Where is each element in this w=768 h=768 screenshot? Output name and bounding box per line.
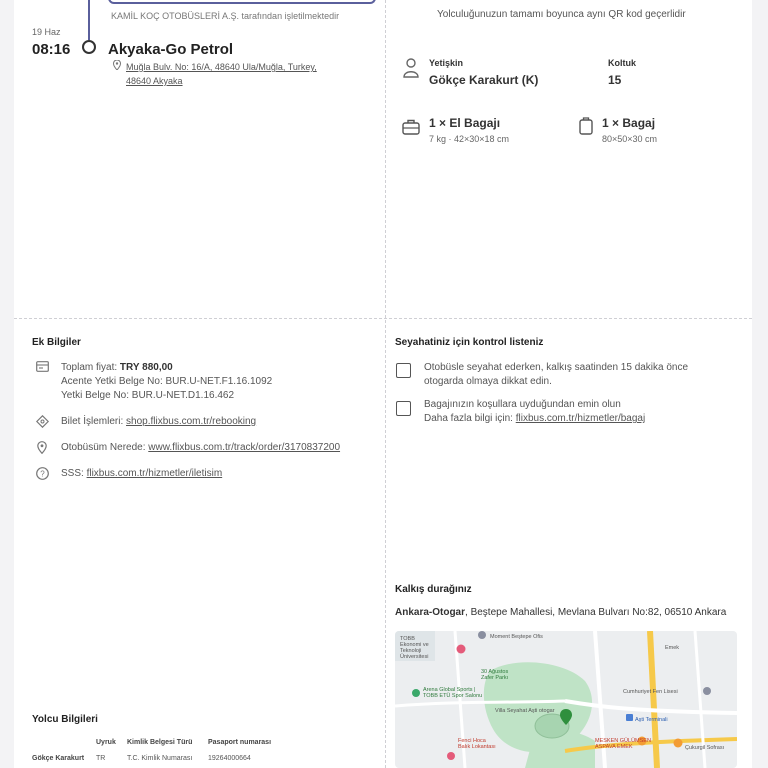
passenger-name: Gökçe Karakurt (K): [429, 73, 539, 87]
passenger-row-name: Gökçe Karakurt: [32, 755, 85, 762]
svg-text:ASPAVA EMEK: ASPAVA EMEK: [595, 744, 633, 750]
svg-text:30 Ağustos: 30 Ağustos: [481, 669, 509, 675]
checklist-item2-prefix: Daha fazla bilgi için:: [424, 413, 513, 424]
svg-text:Fenci Hoca: Fenci Hoca: [458, 738, 486, 744]
departure-time: 08:16: [32, 41, 71, 58]
stop-address-line1: Muğla Bulv. No: 16/A, 48640 Ula/Muğla, Turkey,: [126, 62, 317, 72]
col-passport: Pasaport numarası: [208, 739, 272, 746]
departure-map[interactable]: [395, 631, 737, 768]
vertical-divider: [385, 0, 386, 768]
location-icon: [35, 441, 49, 455]
ticket-ops-line: [61, 415, 256, 429]
horizontal-divider: [14, 318, 752, 319]
svg-text:Üniversitesi: Üniversitesi: [400, 654, 429, 660]
trip-date: 19 Haz: [32, 27, 61, 37]
luggage-link[interactable]: flixbus.com.tr/hizmetler/bagaj: [515, 413, 646, 424]
timeline-line: [88, 0, 90, 40]
stop-address[interactable]: [126, 60, 366, 88]
auth-doc: Yetki Belge No: BUR.U-NET.D1.16.462: [61, 390, 235, 401]
passenger-row-doc-type: T.C. Kimlik Numarası: [127, 755, 193, 762]
extra-info-title: Ek Bilgiler: [32, 337, 81, 348]
departure-address: [395, 606, 726, 620]
faq-label: SSS:: [61, 468, 84, 479]
svg-text:Emek: Emek: [665, 645, 680, 651]
passenger-row-nationality: TR: [96, 755, 106, 762]
price-line: [61, 361, 173, 375]
svg-text:Villa Seyahat Aşti otogar: Villa Seyahat Aşti otogar: [495, 708, 555, 714]
track-label: Otobüsüm Nerede:: [61, 442, 146, 453]
pin-icon: [113, 60, 121, 72]
passenger-type-label: Yetişkin: [429, 58, 464, 68]
checklist-checkbox-luggage[interactable]: [396, 401, 411, 416]
stop-address-line2: 48640 Akyaka: [126, 76, 183, 86]
svg-text:?: ?: [39, 469, 45, 479]
operator-box: [108, 0, 376, 4]
track-link[interactable]: www.flixbus.com.tr/track/order/3170837200: [148, 442, 341, 453]
operator-note: KAMİL KOÇ OTOBÜSLERİ A.Ş. tarafından işletilmektedir: [111, 11, 340, 21]
svg-text:TOBB: TOBB: [400, 636, 415, 642]
suitcase-icon: [578, 117, 596, 135]
checklist-item-arrival: [424, 361, 688, 389]
map-canvas: [395, 631, 737, 768]
ticket-ops-label: Bilet İşlemleri:: [61, 416, 124, 427]
svg-text:MESKEN GÜLÜMSEN: MESKEN GÜLÜMSEN: [595, 738, 651, 744]
svg-text:Cumhuriyet Fen Lisesi: Cumhuriyet Fen Lisesi: [623, 689, 678, 695]
hand-bag-icon: [402, 118, 420, 136]
checklist-item-luggage: [424, 398, 645, 426]
bag-detail: 80×50×30 cm: [602, 134, 658, 144]
svg-text:Ekonomi ve: Ekonomi ve: [400, 642, 429, 648]
svg-text:Aşti Terminali: Aşti Terminali: [635, 717, 668, 723]
checklist-checkbox-arrival[interactable]: [396, 363, 411, 378]
svg-text:Teknoloji: Teknoloji: [400, 648, 422, 654]
timeline-stop-dot: [82, 40, 96, 54]
ticket-icon: [35, 415, 49, 429]
bag-title: 1 × Bagaj: [602, 116, 656, 130]
svg-text:Arena Global Sports |: Arena Global Sports |: [423, 687, 476, 693]
col-doc-type: Kimlik Belgesi Türü: [127, 739, 193, 746]
track-line: [61, 441, 340, 455]
departure-title: Kalkış durağınız: [395, 584, 472, 595]
stop-name: Akyaka-Go Petrol: [108, 41, 234, 58]
hand-bag-detail: 7 kg · 42×30×18 cm: [429, 134, 510, 144]
faq-line: [61, 467, 222, 481]
departure-street: , Beştepe Mahallesi, Mevlana Bulvarı No:82, 06510 Ankara: [465, 607, 727, 618]
person-icon: [403, 58, 419, 78]
checklist-item1-line2: otogarda olmaya dikkat edin.: [424, 376, 552, 387]
hand-bag-title: 1 × El Bagajı: [429, 116, 501, 130]
svg-text:Çukurgil Sofrası: Çukurgil Sofrası: [685, 745, 725, 751]
agency-doc: Acente Yetki Belge No: BUR.U-NET.F1.16.1092: [61, 376, 273, 387]
checklist-item1-line1: Otobüsle seyahat ederken, kalkış saatinden 15 dakika önce: [424, 362, 689, 373]
passenger-row-passport: 19264000664: [208, 755, 251, 762]
faq-link[interactable]: flixbus.com.tr/hizmetler/iletisim: [86, 468, 223, 479]
price-value: TRY 880,00: [119, 362, 173, 373]
price-label: Toplam fiyat:: [61, 362, 118, 373]
rebooking-link[interactable]: shop.flixbus.com.tr/rebooking: [126, 416, 257, 427]
col-nationality: Uyruk: [96, 739, 116, 746]
svg-text:Zafer Parkı: Zafer Parkı: [481, 675, 509, 681]
departure-station: Ankara-Otogar: [395, 607, 466, 618]
svg-text:Moment Beştepe Ofis: Moment Beştepe Ofis: [490, 634, 543, 640]
question-icon: [35, 467, 49, 481]
qr-note: Yolculuğunuzun tamamı boyunca aynı QR kod geçerlidir: [437, 9, 686, 20]
passengers-title: Yolcu Bilgileri: [32, 714, 98, 725]
checklist-item2-line1: Bagajınızın koşullara uyduğundan emin olun: [424, 399, 621, 410]
svg-text:Balık Lokantası: Balık Lokantası: [458, 744, 496, 750]
seat-number: 15: [608, 73, 622, 87]
checklist-title: Seyahatiniz için kontrol listeniz: [395, 337, 544, 348]
receipt-icon: [35, 361, 49, 375]
svg-text:TOBB ETÜ Spor Salonu: TOBB ETÜ Spor Salonu: [423, 693, 483, 699]
seat-label: Koltuk: [608, 58, 636, 68]
